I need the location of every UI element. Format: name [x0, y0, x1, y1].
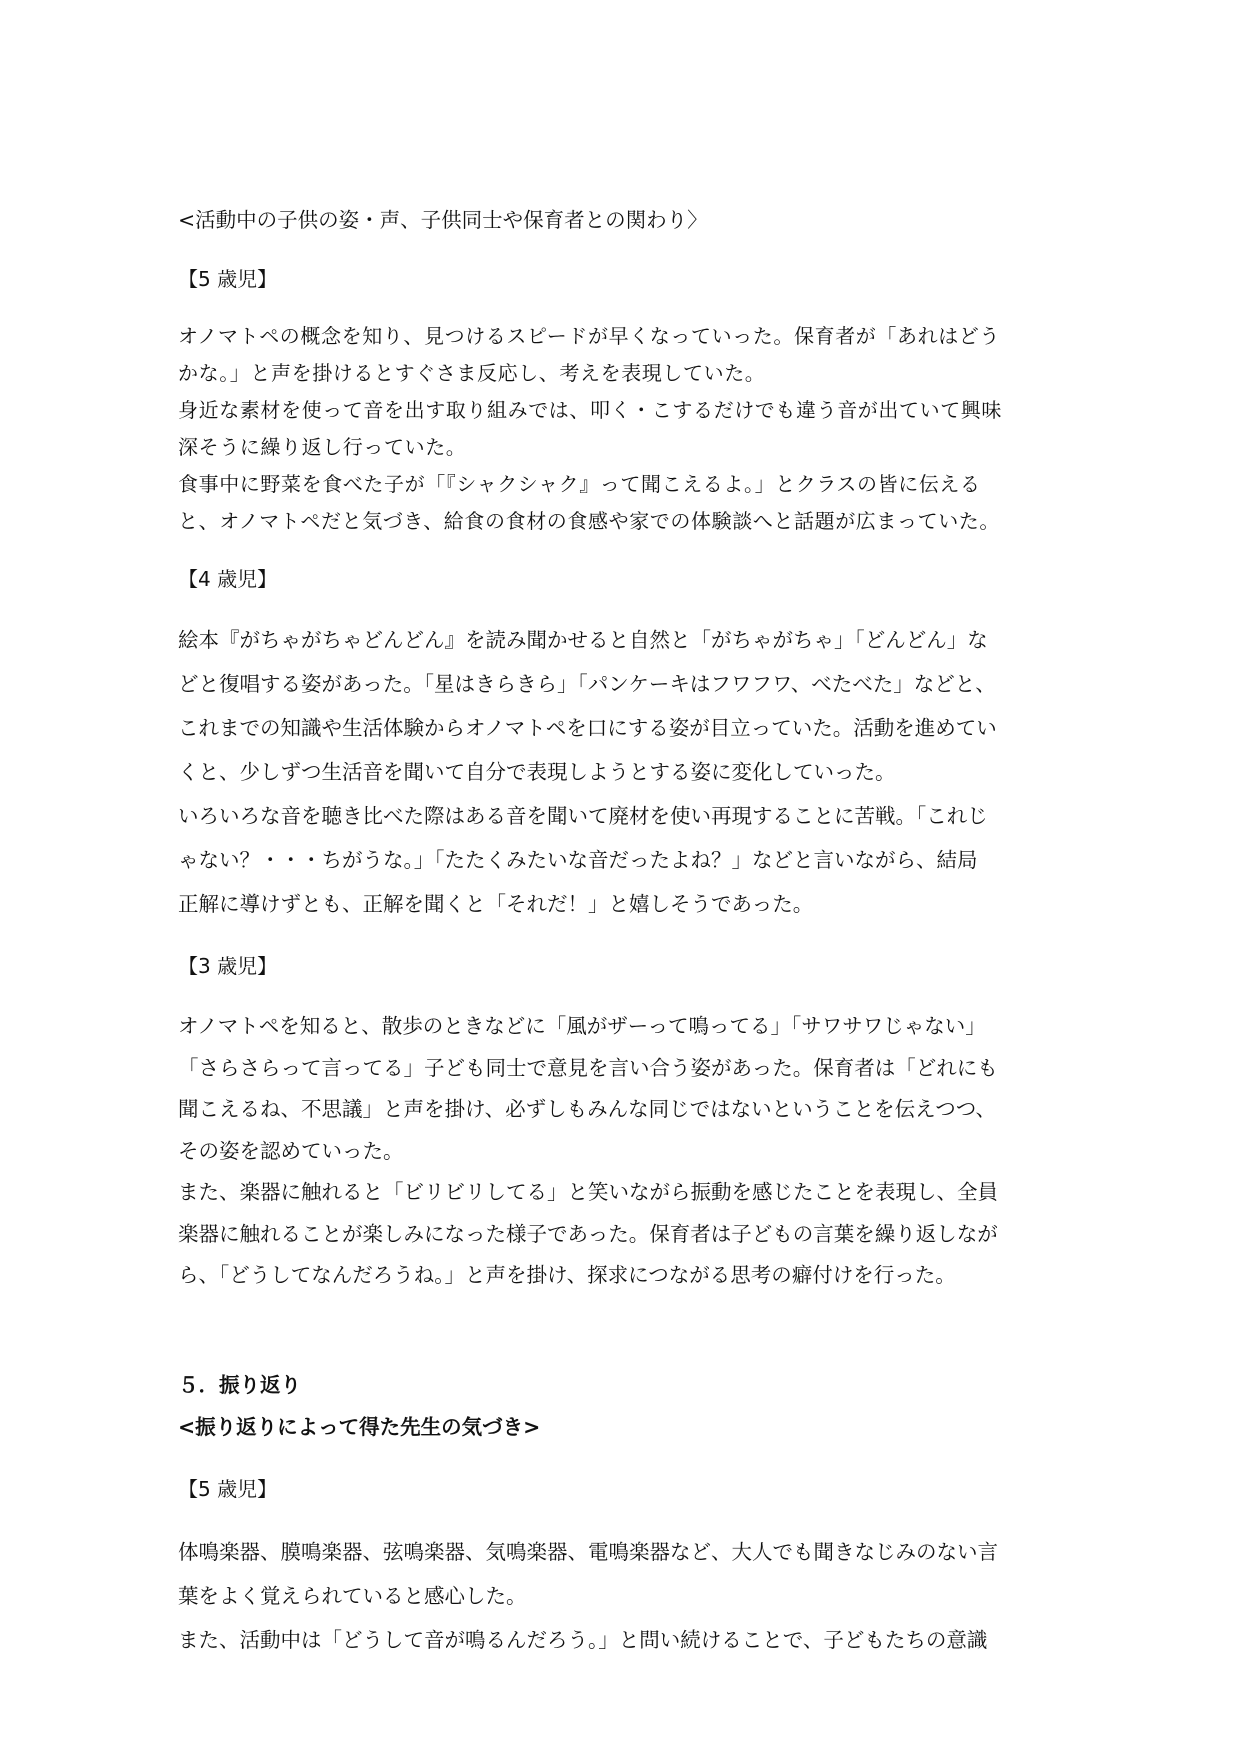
paragraph-line: 食事中に野菜を食べた子が「『シャクシャク』って聞こえるよ。」とクラスの皆に伝える — [178, 472, 981, 496]
section-heading: ５．振り返り — [178, 1372, 301, 1397]
age4-observation-text — [178, 618, 1078, 926]
paragraph-line: と、オノマトペだと気づき、給食の食材の食感や家での体験談へと話題が広まっていた。 — [178, 509, 1000, 533]
age3-label: 【3 歳児】 — [178, 954, 278, 978]
paragraph-line: 「さらさらって言ってる」子ども同士で意見を言い合う姿があった。保育者は「どれにも — [178, 1055, 998, 1080]
age4-label: 【4 歳児】 — [178, 567, 278, 591]
paragraph-line: これまでの知識や生活体験からオノマトペを口にする姿が目立っていた。活動を進めてい — [178, 716, 997, 740]
section-spacer — [178, 1297, 1078, 1364]
paragraph-line: 正解に導けずとも、正解を聞くと「それだ！」と嬉しそうであった。 — [178, 892, 814, 916]
paragraph-line: オノマトペを知ると、散歩のときなどに「風がザーって鳴ってる」「サワサワじゃない」 — [178, 1014, 986, 1038]
age5-label: 【5 歳児】 — [178, 267, 278, 291]
paragraph-line: かな。」と声を掛けるとすぐさま反応し、考えを表現していた。 — [178, 361, 766, 385]
paragraph-line: どと復唱する姿があった。「星はきらきら」「パンケーキはフワフワ、べたべた」などと、 — [178, 672, 996, 696]
page-content — [178, 200, 1078, 1662]
paragraph-line: また、活動中は「どうして音が鳴るんだろう。」と問い続けることで、子どもたちの意識 — [178, 1627, 988, 1652]
reflection-age5-label: 【5 歳児】 — [178, 1476, 278, 1501]
paragraph-line: いろいろな音を聴き比べた際はある音を聞いて廃材を使い再現することに苦戦。「これじ — [178, 804, 988, 828]
paragraph-line: くと、少しずつ生活音を聞いて自分で表現しようとする姿に変化していった。 — [178, 760, 896, 784]
observation-title: <活動中の子供の姿・声、子供同士や保育者との関わり〉 — [178, 208, 708, 232]
paragraph-line: 体鳴楽器、膜鳴楽器、弦鳴楽器、気鳴楽器、電鳴楽器など、大人でも聞きなじみのない言 — [178, 1539, 998, 1564]
paragraph-line: 絵本『がちゃがちゃどんどん』を読み聞かせると自然と「がちゃがちゃ」「どんどん」な — [178, 628, 988, 652]
paragraph-line: 深そうに繰り返し行っていた。 — [178, 435, 467, 459]
paragraph-line: 葉をよく覚えられていると感心した。 — [178, 1583, 527, 1608]
reflection-subheading: <振り返りによって得た先生の気づき> — [178, 1414, 541, 1439]
reflection-age5-text — [178, 1530, 1078, 1662]
age3-observation-text — [178, 1006, 1078, 1297]
paragraph-line: 聞こえるね、不思議」と声を掛け、必ずしもみんな同じではないということを伝えつつ、 — [178, 1097, 996, 1121]
paragraph-line: その姿を認めていった。 — [178, 1138, 404, 1163]
paragraph-line: ゃない？・・・ちがうな。」「たたくみたいな音だったよね？」などと言いながら、結局 — [178, 848, 978, 872]
paragraph-line: ら、「どうしてなんだろうね。」と声を掛け、探求につながる思考の癖付けを行った。 — [178, 1263, 956, 1287]
paragraph-line: 楽器に触れることが楽しみになった様子であった。保育者は子どもの言葉を繰り返しなが — [178, 1221, 998, 1246]
paragraph-line: また、楽器に触れると「ビリビリしてる」と笑いながら振動を感じたことを表現し、全員 — [178, 1180, 998, 1204]
paragraph-line: 身近な素材を使って音を出す取り組みでは、叩く・こするだけでも違う音が出ていて興味 — [178, 398, 1002, 422]
paragraph-line: オノマトペの概念を知り、見つけるスピードが早くなっていった。保育者が「あれはどう — [178, 324, 1000, 348]
age5-observation-text — [178, 318, 1078, 540]
